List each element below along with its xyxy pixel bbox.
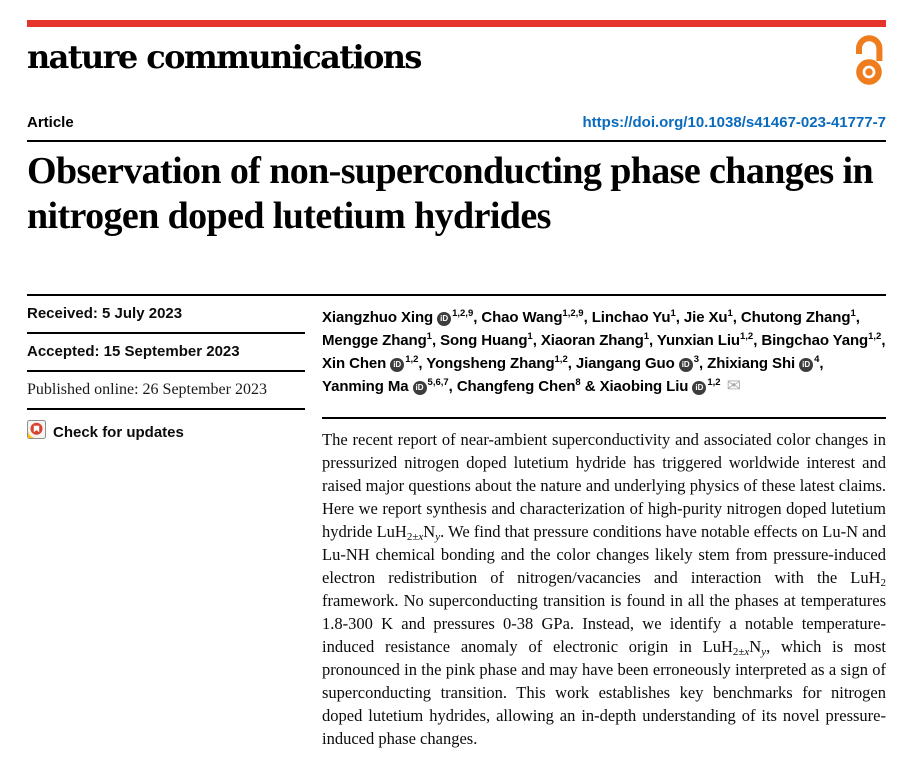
author-affiliations: 5,6,7 — [427, 377, 449, 388]
accepted-row — [27, 334, 305, 372]
author-name: Chutong Zhang — [740, 309, 851, 326]
published-row — [27, 372, 305, 410]
content-columns — [27, 294, 886, 750]
author-affiliations: 1,2,9 — [562, 308, 584, 319]
author-affiliations: 1,2 — [739, 331, 754, 342]
author-affiliations: 1,2 — [707, 377, 721, 388]
received-row — [27, 296, 305, 334]
author-name: Jiangang Guo — [575, 355, 675, 372]
check-for-updates-link[interactable] — [27, 410, 305, 444]
author-affiliations: 1,2,9 — [452, 308, 474, 319]
header-rule — [27, 20, 886, 27]
orcid-icon[interactable]: iD — [799, 358, 813, 372]
article-type-label: Article — [27, 114, 74, 131]
page-title: Observation of non-superconducting phase changes in nitrogen doped lutetium hydrides — [27, 150, 874, 237]
published-date: Published online: 26 September 2023 — [27, 381, 267, 398]
author-name: Xiangzhuo Xing — [322, 309, 434, 326]
author-name: Changfeng Chen — [456, 378, 576, 395]
author-name: Yunxian Liu — [656, 332, 740, 349]
nature-communications-logo: nature communications — [27, 38, 421, 76]
accepted-date: Accepted: 15 September 2023 — [27, 343, 240, 360]
check-for-updates-label: Check for updates — [53, 423, 184, 441]
author-name: Linchao Yu — [591, 309, 671, 326]
author-affiliations: 1,2 — [405, 354, 419, 365]
author-name: Yongsheng Zhang — [426, 355, 555, 372]
author-name: Xiaobing Liu — [599, 378, 689, 395]
author-affiliations: 4 — [814, 354, 820, 365]
author-affiliations: 1,2 — [554, 354, 568, 365]
envelope-icon[interactable]: ✉ — [726, 376, 741, 396]
author-affiliations: 1 — [426, 331, 432, 342]
author-affiliations: 1 — [727, 308, 733, 319]
orcid-icon[interactable]: iD — [413, 381, 427, 395]
author-affiliations: 1 — [850, 308, 856, 319]
orcid-icon[interactable]: iD — [390, 358, 404, 372]
author-affiliations: 3 — [693, 354, 699, 365]
author-affiliations: 1,2 — [868, 331, 882, 342]
orcid-icon[interactable]: iD — [692, 381, 706, 395]
article-history-panel — [27, 296, 305, 750]
author-name: Bingchao Yang — [761, 332, 869, 349]
title-rule — [27, 140, 886, 142]
orcid-icon[interactable]: iD — [437, 312, 451, 326]
author-affiliations: 1 — [670, 308, 676, 319]
author-name: Chao Wang — [481, 309, 563, 326]
open-access-icon — [852, 35, 886, 92]
author-name: Mengge Zhang — [322, 332, 427, 349]
author-name: Zhixiang Shi — [707, 355, 796, 372]
author-name: Xiaoran Zhang — [540, 332, 644, 349]
journal-header — [27, 32, 886, 86]
author-affiliations: 1 — [643, 331, 650, 342]
author-name: Xin Chen — [322, 355, 387, 372]
doi-link[interactable]: https://doi.org/10.1038/s41467-023-41777-7 — [582, 114, 886, 131]
received-date: Received: 5 July 2023 — [27, 305, 183, 322]
article-main-column — [322, 296, 886, 750]
authors-block: Xiangzhuo Xing iD $^{1,2,9}$, Chao Wang$^{1,2,9}$, Linchao Yu$^1$, Jie Xu$^1$, Chutong Zhang$^1$, Mengge Zhang$^1$, Song Huang$^1$, Xiaoran Zhang$^1$, Yunxian Liu$^{1,2}$, Bingchao Yang$^{1,2}$, Xin Chen iD $^{1,2}$, Yongsheng Zhang$^{1,2}$, Jiangang Guo iD $^3$, Zhixiang Shi iD $^4$, Yanming Ma iD $^{5,6,7}$, Changfeng Chen$^8$ & Xiaobing Liu iD $^{1,2}$ ✉ — [322, 308, 886, 396]
author-name: Yanming Ma — [322, 378, 409, 395]
author-name: Song Huang — [440, 332, 528, 349]
abstract-rule — [322, 417, 886, 419]
abstract-text: The recent report of near-ambient superconductivity and associated color changes in pressurized nitrogen doped lutetium hydride has triggered worldwide interest and raised major questions about the nature and underlying physics of these latest claims. Here we report synthesis and characterization of high-purity nitrogen doped lutetium hydride $LuH_{2\pm x}N_y$. We find that pressure conditions have notable effects on Lu-N and Lu-NH chemical bonding and the color changes likely stem from pressure-induced electron redistribution of nitrogen/vacancies and interaction with the LuH$_2$ framework. No superconducting transition is found in all the phases at temperatures 1.8-300 K and pressures 0-38 GPa. Instead, we identify a notable temperature-induced resistance anomaly of electronic origin in $LuH_{2\pm x}N_y$, which is most pronounced in the pink phase and may have been erroneously interpreted as a sign of superconducting transition. This work establishes key benchmarks for nitrogen doped lutetium hydrides, allowing an in-depth understanding of its novel pressure-induced phase changes. — [322, 430, 887, 748]
author-name: Jie Xu — [683, 309, 728, 326]
author-affiliations: 8 — [575, 377, 581, 388]
article-meta-row — [27, 114, 886, 131]
orcid-icon[interactable]: iD — [679, 358, 693, 372]
author-affiliations: 1 — [527, 331, 533, 342]
crossmark-icon — [27, 420, 46, 444]
article-page — [0, 20, 913, 782]
